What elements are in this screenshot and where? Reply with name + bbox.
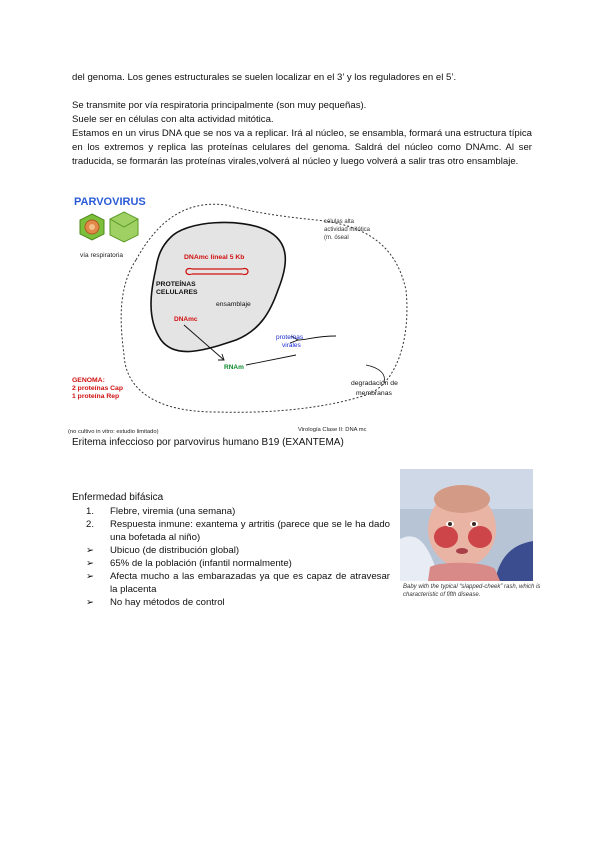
proteinas-virales-label-1: proteínas: [276, 334, 304, 341]
paragraph-genes: del genoma. Los genes estructurales se suelen localizar en el 3’ y los reguladores en el 5’.: [72, 72, 457, 83]
baby-rash-photo: [400, 469, 533, 581]
degradacion-label-2: membranas: [356, 390, 392, 397]
list-item-text: Afecta mucho a las embarazadas ya que es capaz de atravesar la placenta: [110, 571, 390, 595]
proteinas-celulares-label-2: CELULARES: [156, 289, 198, 296]
virus-capsid-icon: [110, 212, 138, 242]
celulas-label-1: células alta: [324, 219, 355, 225]
rnam-label: RNAm: [224, 364, 244, 371]
proteinas-celulares-label-1: PROTEÍNAS: [156, 281, 196, 288]
list-marker: 1.: [86, 506, 95, 517]
section-title: Eritema infeccioso por parvovirus humano B19 (EXANTEMA): [72, 437, 344, 448]
parvovirus-diagram: [66, 190, 532, 444]
list-item-text: Flebre, viremia (una semana): [110, 506, 236, 517]
paragraph-replication: Estamos en un virus DNA que se nos va a replicar. Irá al núcleo, se ensambla, formará una estructura típica en los extremos y replica las proteínas celulares del genoma. Saldrá del núcleo como DNAmc. Al ser traducida, se formarán las proteínas virales,volverá al núcleo y luego volverá a salir tras otro ensamblaje.: [72, 128, 532, 167]
list-item-text: 65% de la población (infantil normalmente): [110, 558, 292, 569]
ensamblaje-label: ensamblaje: [216, 301, 251, 308]
list-marker: ➢: [86, 545, 95, 556]
list-marker: ➢: [86, 558, 95, 569]
genoma-label-3: 1 proteína Rep: [72, 393, 120, 400]
degradacion-label-1: degradación de: [351, 380, 398, 387]
via-respiratoria-label: vía respiratoria: [80, 252, 123, 259]
figure-footer-left: (no cultivo in vitro: estudio limitado): [68, 429, 159, 435]
list-item-text: Ubicuo (de distribución global): [110, 545, 240, 556]
genoma-label-1: GENOMA:: [72, 377, 105, 384]
celulas-label-3: (m. óseal: [324, 235, 349, 241]
list-item-text: No hay métodos de control: [110, 597, 225, 608]
dna-lineal-label: DNAmc lineal 5 Kb: [184, 254, 245, 261]
list-marker: ➢: [86, 571, 95, 582]
photo-caption: Baby with the typical “slapped-cheek” rash, which is characteristic of fifth disease.: [403, 584, 541, 598]
proteinas-virales-label-2: virales: [282, 342, 301, 349]
symptom-list: [72, 505, 402, 615]
virus-particle-icon: [80, 214, 104, 240]
genoma-label-2: 2 proteínas Cap: [72, 385, 123, 392]
figure-footer-right: Virología Clase II: DNA mc: [298, 427, 367, 433]
list-item-text: Respuesta inmune: exantema y artritis (parece que se le ha dado una bofetada al niño): [110, 519, 390, 543]
paragraph-transmission: Se transmite por vía respiratoria principalmente (son muy pequeñas).: [72, 100, 367, 111]
paragraph-cells: Suele ser en células con alta actividad mitótica.: [72, 114, 274, 125]
celulas-label-2: actividad mitótica: [324, 227, 371, 233]
list-marker: 2.: [86, 519, 95, 530]
list-marker: ➢: [86, 597, 95, 608]
section-subtitle: Enfermedad bifásica: [72, 492, 164, 503]
dnamc-label: DNAmc: [174, 316, 198, 323]
diagram-title: PARVOVIRUS: [74, 196, 146, 208]
